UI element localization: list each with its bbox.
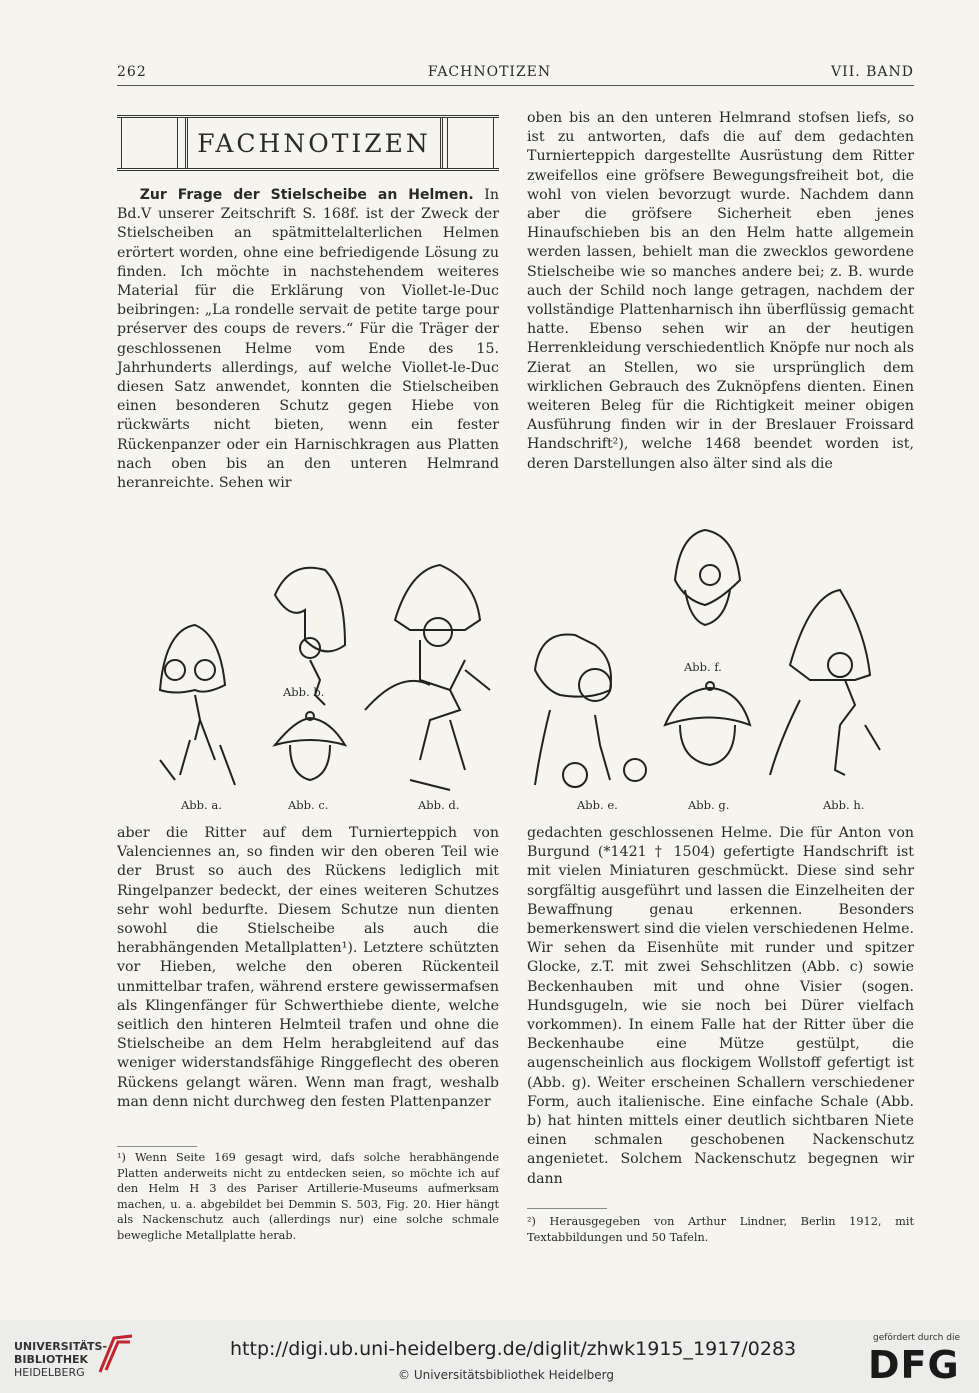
volume-label: VII. BAND	[831, 64, 914, 80]
article-text-right-top: oben bis an den unteren Helmrand stofsen liefs, so ist zu antworten, dafs die auf dem gedachten Turnierteppich dargestellte Ausrüstung dem Ritter zweifellos eine gröfsere Bewegungsfreiheit bot, die wohl von vielen bevorzugt wurde. Nachdem dann aber die gröfsere Sicherheit eben jenes Hinaufschieben bis an den Helm hatte allgemein werden lassen, behielt man die zwecklos gewordene Stielscheibe wie so manches andere bei; z. B. wurde auch der Schild noch lange getragen, nachdem der vollständige Plattenharnisch ihn überflüssig gemacht hatte. Ebenso sehen wir an der heutigen Herrenkleidung verschiedentlich Knöpfe nur noch als Zierat an Stellen, wo sie ursprünglich dem wirklichen Gebrauch des Zuknöpfens dienten. Einen weiteren Beleg für die Richtigkeit meiner obigen Ausführung finden wir in der Breslauer Froissard Handschrift²), welche 1468 beendet worden ist, deren Darstellungen also älter sind als die	[527, 110, 914, 472]
funding-text: gefördert durch die	[873, 1333, 960, 1343]
caption-abb-c: Abb. c.	[288, 798, 329, 812]
footnote-rule-left	[117, 1146, 197, 1147]
running-title: FACHNOTIZEN	[427, 64, 552, 80]
helmet-f-drawing	[675, 530, 740, 625]
copyright-notice: © Universitätsbibliothek Heidelberg	[398, 1368, 615, 1382]
document-url-link[interactable]: http://digi.ub.uni-heidelberg.de/diglit/zhwk1915_1917/0283	[230, 1338, 797, 1360]
helmet-h-drawing	[770, 590, 880, 775]
caption-abb-h: Abb. h.	[823, 798, 865, 812]
caption-abb-f: Abb. f.	[684, 660, 722, 674]
footnote-1: ¹) Wenn Seite 169 gesagt wird, dafs solche herabhängende Platten anderweits nicht zu entdecken seien, so möchte ich auf den Helm H 3 des Pariser Artillerie-Museums aufmerksam machen, u. a. abgebildet bei Demmin S. 503, Fig. 20. Hier hängt als Nackenschutz auch (allerdings nur) eine solche schmale bewegliche Metallplatte herab.	[117, 1151, 499, 1242]
article-column-left-bottom	[117, 824, 499, 1112]
library-logo-icon	[96, 1332, 136, 1376]
section-title-box	[117, 115, 499, 171]
footnote-rule-right	[527, 1208, 607, 1209]
helmet-e-drawing	[535, 634, 646, 787]
caption-abb-g: Abb. g.	[688, 798, 730, 812]
article-text-left-bottom: aber die Ritter auf dem Turnierteppich von Valenciennes an, so finden wir den oberen Teil wie der Brust so auch des Rückens lediglich mit Ringelpanzer bedeckt, der eines weiteren Schutzes sehr wohl bedurfte. Diesem Schutze nun dienten sowohl die Stielscheibe als auch die herabhängenden Metallplatten¹). Letztere schützten vor Hieben, welche den oberen Rückenteil unmittelbar trafen, während erstere gewissermafsen als Klingenfänger für Schwerthiebe diente, welche seitlich den hinteren Helmteil trafen und ohne die Stielscheibe an dem Helm herabgleitend auf das weniger widerstandsfähige Ringgeflecht des oberen Rückens gelangt wären. Wenn man fragt, weshalb man denn nicht durchweg den festen Plattenpanzer	[117, 825, 499, 1110]
footnote-2: ²) Herausgegeben von Arthur Lindner, Berlin 1912, mit Textabbildungen und 50 Tafeln.	[527, 1215, 914, 1244]
library-name-line-1: UNIVERSITÄTS-	[14, 1340, 108, 1353]
article-heading: Zur Frage der Stielscheibe an Helmen.	[139, 187, 474, 203]
caption-abb-b: Abb. b.	[283, 685, 325, 699]
page-number: 262	[117, 64, 147, 80]
article-text-right-bottom: gedachten geschlossenen Helme. Die für Anton von Burgund (*1421 † 1504) gefertigte Handschrift ist mit vielen Miniaturen geschmückt. Diese sind sehr sorgfältig ausgeführt und lassen die Einzelheiten der Bewaffnung genau erkennen. Besonders bemerkenswert sind die vielen verschiedenen Helme. Wir sehen da Eisenhüte mit runder und spitzer Glocke, z.T. mit zwei Sehschlitzen (Abb. c) sowie Beckenhauben mit und ohne Visier (sogen. Hundsgugeln, wie sie noch bei Dürer vielfach vorkommen). In einem Falle hat der Ritter über die Beckenhaube eine Mütze gestülpt, die augenscheinlich aus flockigem Wollstoff gefertigt ist (Abb. g). Weiter erscheinen Schallern verschiedener Form, auch italienische. Eine einfache Schale (Abb. b) hat hinten mittels einer deutlich sichtbaren Niete einen schmalen geschobenen Nackenschutz angenietet. Solchem Nackenschutz begegnen wir dann	[527, 825, 914, 1187]
library-name-line-2: BIBLIOTHEK	[14, 1353, 89, 1366]
helmet-g-drawing	[665, 682, 750, 765]
caption-abb-d: Abb. d.	[418, 798, 460, 812]
article-column-left-top	[117, 186, 499, 493]
library-logo[interactable]	[14, 1340, 107, 1379]
article-text-left-top: In Bd.V unserer Zeitschrift S. 168f. ist der Zweck der Stielscheiben an spätmittelalterlichen Helmen erörtert worden, ohne eine befriedigende Lösung zu finden. Ich möchte in nachstehendem weiteres Material für die Erklärung von Viollet-le-Duc beibringen: „La rondelle servait de petite targe pour préserver des coups de revers.“ Für die Träger der geschlossenen Helme vom Ende des 15. Jahrhunderts allerdings, auf welche Viollet-le-Duc diesen Satz anwendet, konnten die Stielscheiben einen besonderen Schutz gegen Hiebe von rückwärts nicht bieten, wenn ein fester Rückenpanzer oder ein Harnischkragen aus Platten nach oben bis an den unteren Helmrand heranreichte. Sehen wir	[117, 187, 499, 492]
helmet-c-drawing	[275, 712, 345, 780]
helmet-illustrations	[120, 520, 900, 800]
dfg-logo[interactable]: DFG	[868, 1343, 960, 1387]
helmet-d-drawing	[365, 565, 490, 790]
article-column-right-top	[527, 109, 914, 474]
library-name-line-3: HEIDELBERG	[14, 1366, 85, 1379]
helmet-drawings	[120, 520, 900, 800]
caption-abb-a: Abb. a.	[181, 798, 222, 812]
caption-abb-e: Abb. e.	[577, 798, 618, 812]
header-rule	[117, 85, 914, 86]
helmet-a-drawing	[160, 625, 235, 785]
article-column-right-bottom	[527, 824, 914, 1189]
section-title: FACHNOTIZEN	[185, 118, 443, 168]
